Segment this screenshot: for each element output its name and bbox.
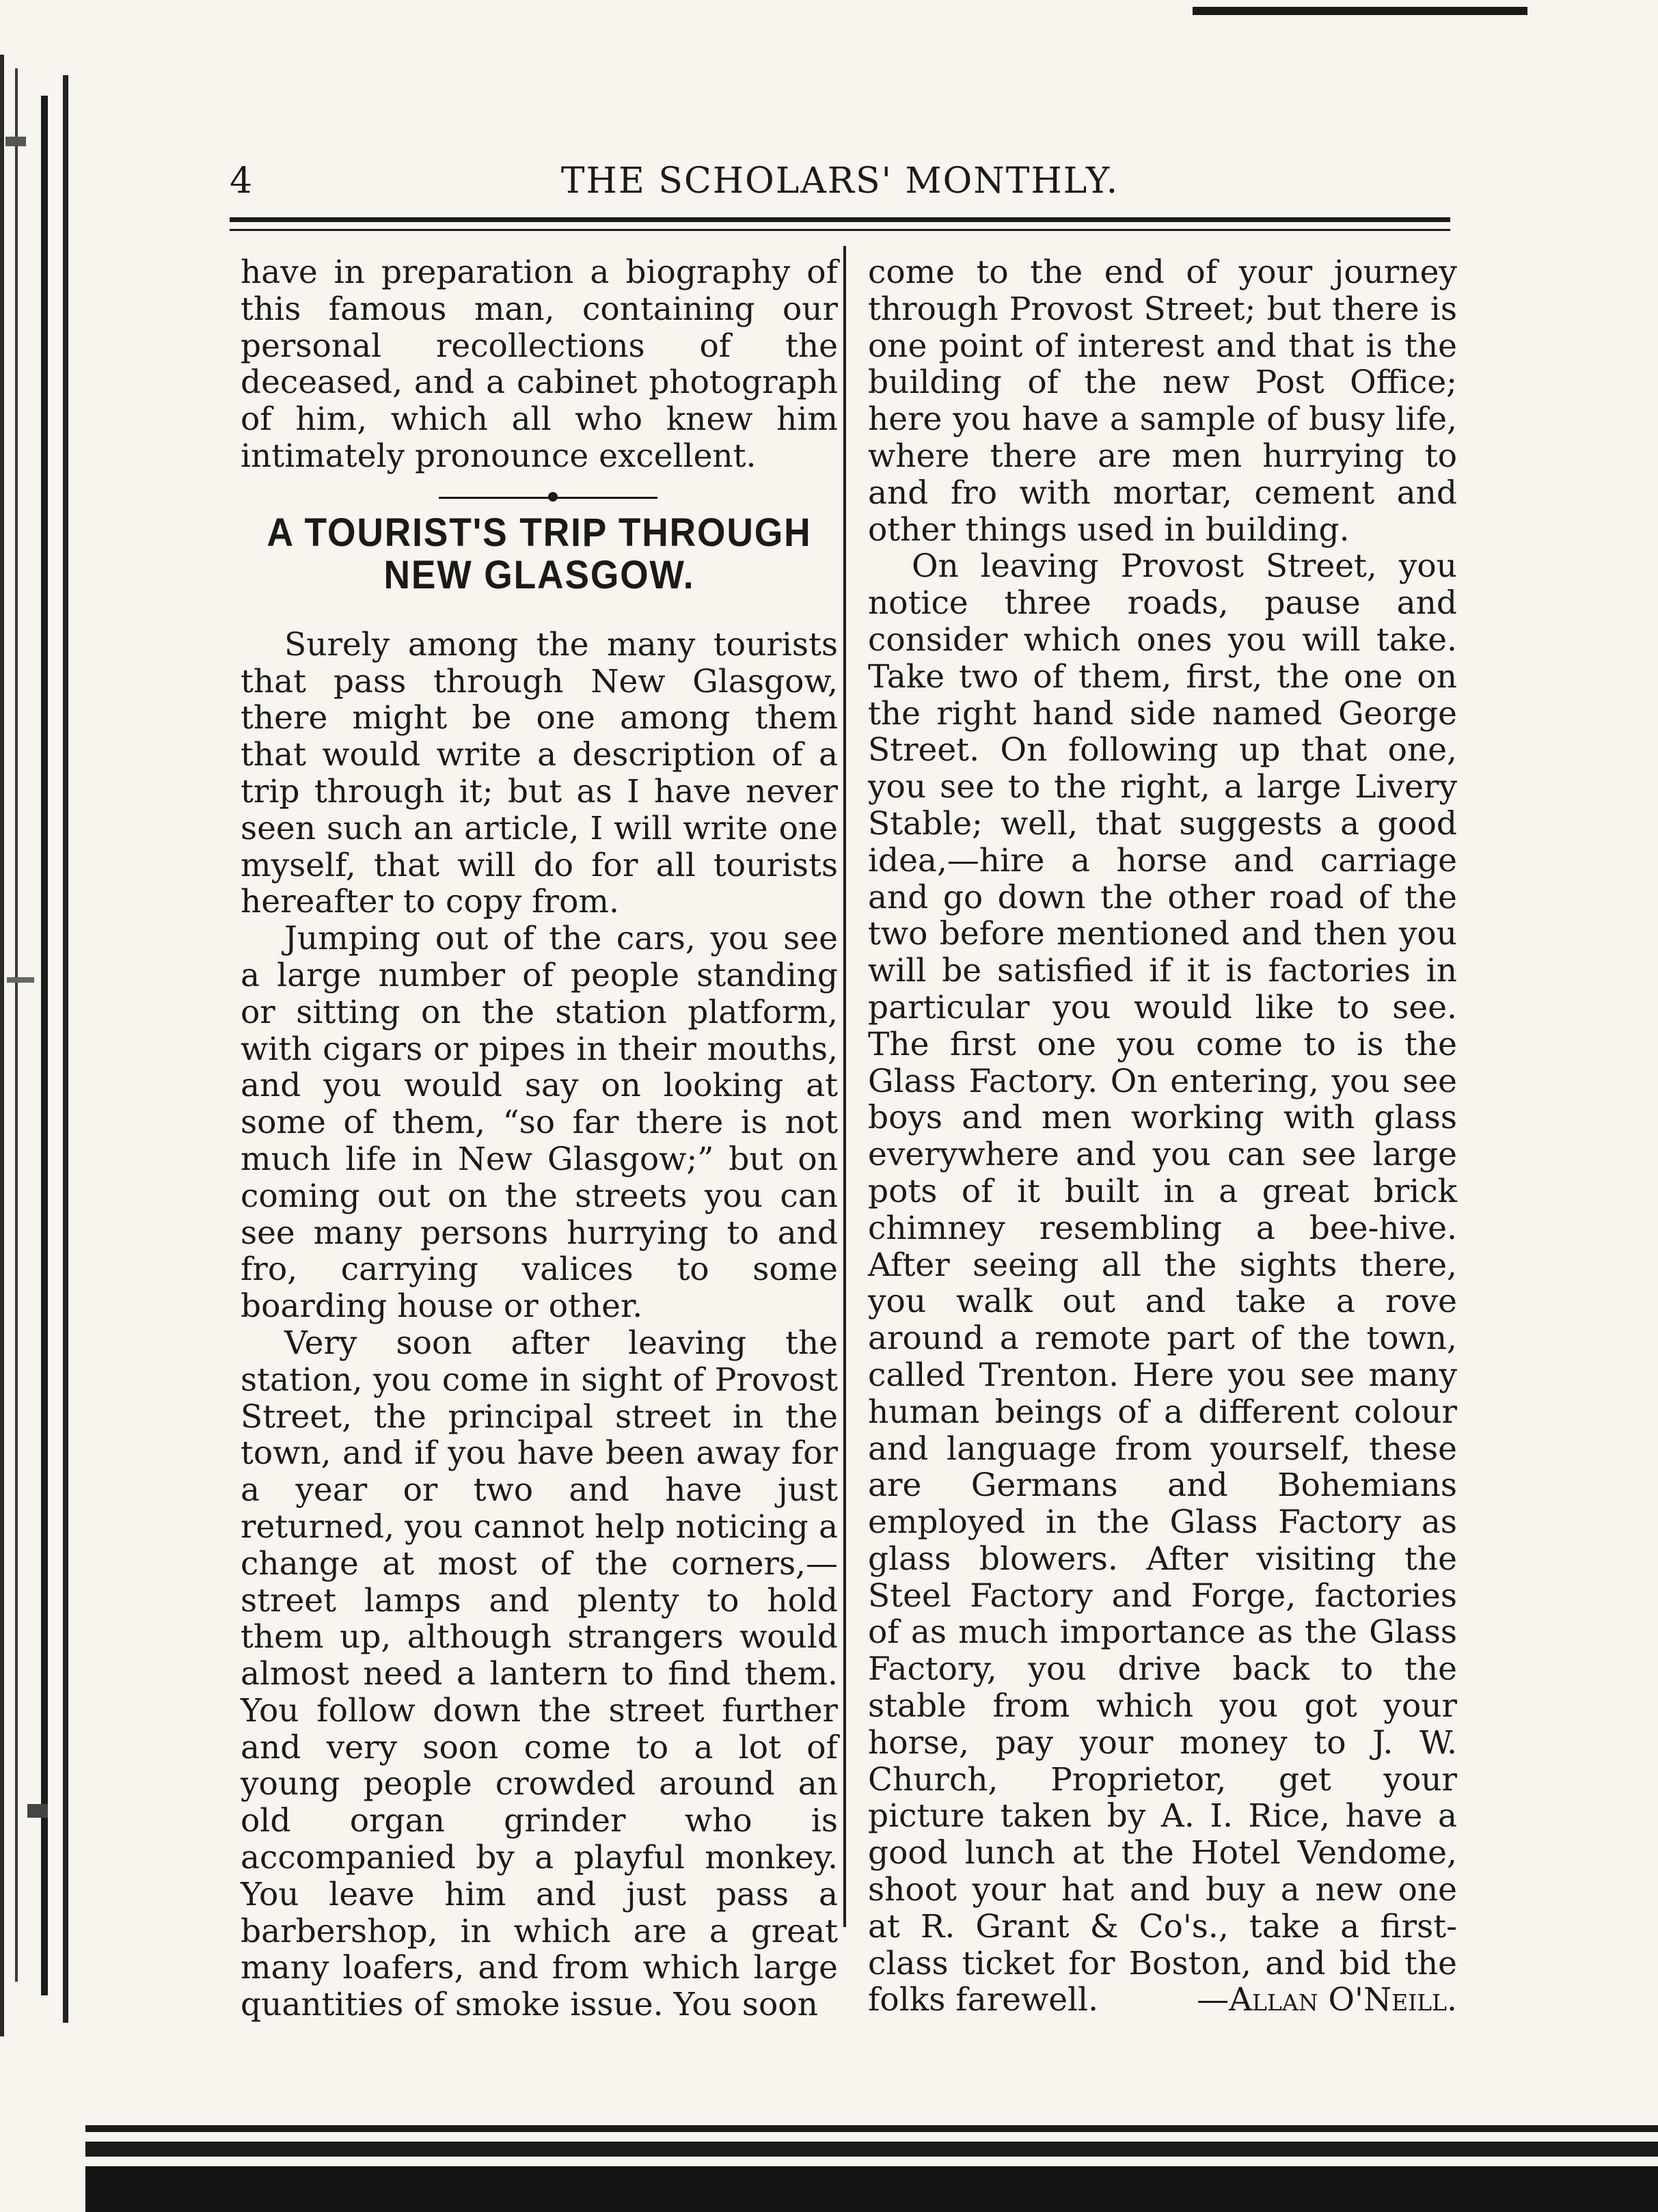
article-title xyxy=(264,512,814,597)
article-title-line-2: NEW GLASGOW. xyxy=(383,552,695,597)
author-signature: —Allan O'Neill. xyxy=(1197,1981,1457,2019)
body-paragraph: come to the end of your journey through Provost Street; but there is one point of interest and that is the building of the new Post Office; here you have a sample of busy life, where there are men hurrying to and fro with mortar, cement and other things used in building. xyxy=(868,254,1457,549)
running-title: THE SCHOLARS' MONTHLY. xyxy=(560,161,1119,202)
body-paragraph-text: On leaving Provost Street, you notice three roads, pause and consider which ones you will take. Take two of them, first, the one on the right hand side named George Street. On following up that one, you see to the right, a large Livery Stable; well, that suggests a good idea,—hire a horse and carriage and go down the other road of the two before mentioned and then you will be satisfied if it is factories in particular you would like to see. The first one you come to is the Glass Factory. On entering, you see boys and men working with glass everywhere and you can see large pots of it built in a great brick chimney resembling a bee-hive. After seeing all the sights there, you walk out and take a rove around a remote part of the town, called Trenton. Here you see many human beings of a different colour and language from yourself, these are Germans and Bohemians employed in the Glass Factory as glass blowers. After visiting the Steel Factory and Forge, factories of as much importance as the Glass Factory, you drive back to the stable from which you got your horse, pay your money to J. W. Church, Proprietor, get your picture taken by A. I. Rice, have a good lunch at the Hotel Vendome, shoot your hat and buy a new one at R. Grant & Co's., take a first-class ticket for Boston, and bid the folks farewell. xyxy=(868,547,1457,2019)
scan-top-rule xyxy=(1193,7,1527,15)
opening-paragraph: have in preparation a biography of this famous man, containing our personal recollections of the deceased, and a cabinet photograph of him, which all who knew him intimately pronounce excellent. xyxy=(241,254,838,475)
running-header xyxy=(230,147,1450,219)
body-paragraph: Jumping out of the cars, you see a large number of people standing or sitting on the station platform, with cigars or pipes in their mouths, and you would say on looking at some of them, “so far there is not much life in New Glasgow;” but on coming out on the streets you can see many persons hurrying to and fro, carrying valices to some boarding house or other. xyxy=(241,920,838,1326)
scan-binding-edge xyxy=(0,55,96,2036)
header-double-rule xyxy=(230,217,1450,231)
page-number: 4 xyxy=(230,161,253,202)
body-paragraph: Surely among the many tourists that pass through New Glasgow, there might be one among them that would write a description of a trip through it; but as I have never seen such an article, I will write one myself, that will do for all tourists hereafter to copy from. xyxy=(241,625,838,921)
body-paragraph: Very soon after leaving the station, you come in sight of Provost Street, the principal street in the town, and if you have been away for a year or two and have just returned, you cannot help noticing a change at most of the corners,—street lamps and plenty to hold them up, although strangers would almost need a lantern to find them. You follow down the street further and very soon come to a lot of young people crowded around an old organ grinder who is accompanied by a playful monkey. You leave him and just pass a barbershop, in which are a great many loafers, and from which large quantities of smoke issue. You soon xyxy=(241,1324,838,2024)
section-ornament xyxy=(241,484,838,509)
article-title-line-1: A TOURIST'S TRIP THROUGH xyxy=(267,510,812,555)
left-column xyxy=(241,254,838,2023)
right-column xyxy=(868,254,1457,2019)
scan-bottom-rule xyxy=(85,2125,1658,2212)
body-paragraph xyxy=(868,548,1457,2019)
column-divider xyxy=(843,246,846,1927)
